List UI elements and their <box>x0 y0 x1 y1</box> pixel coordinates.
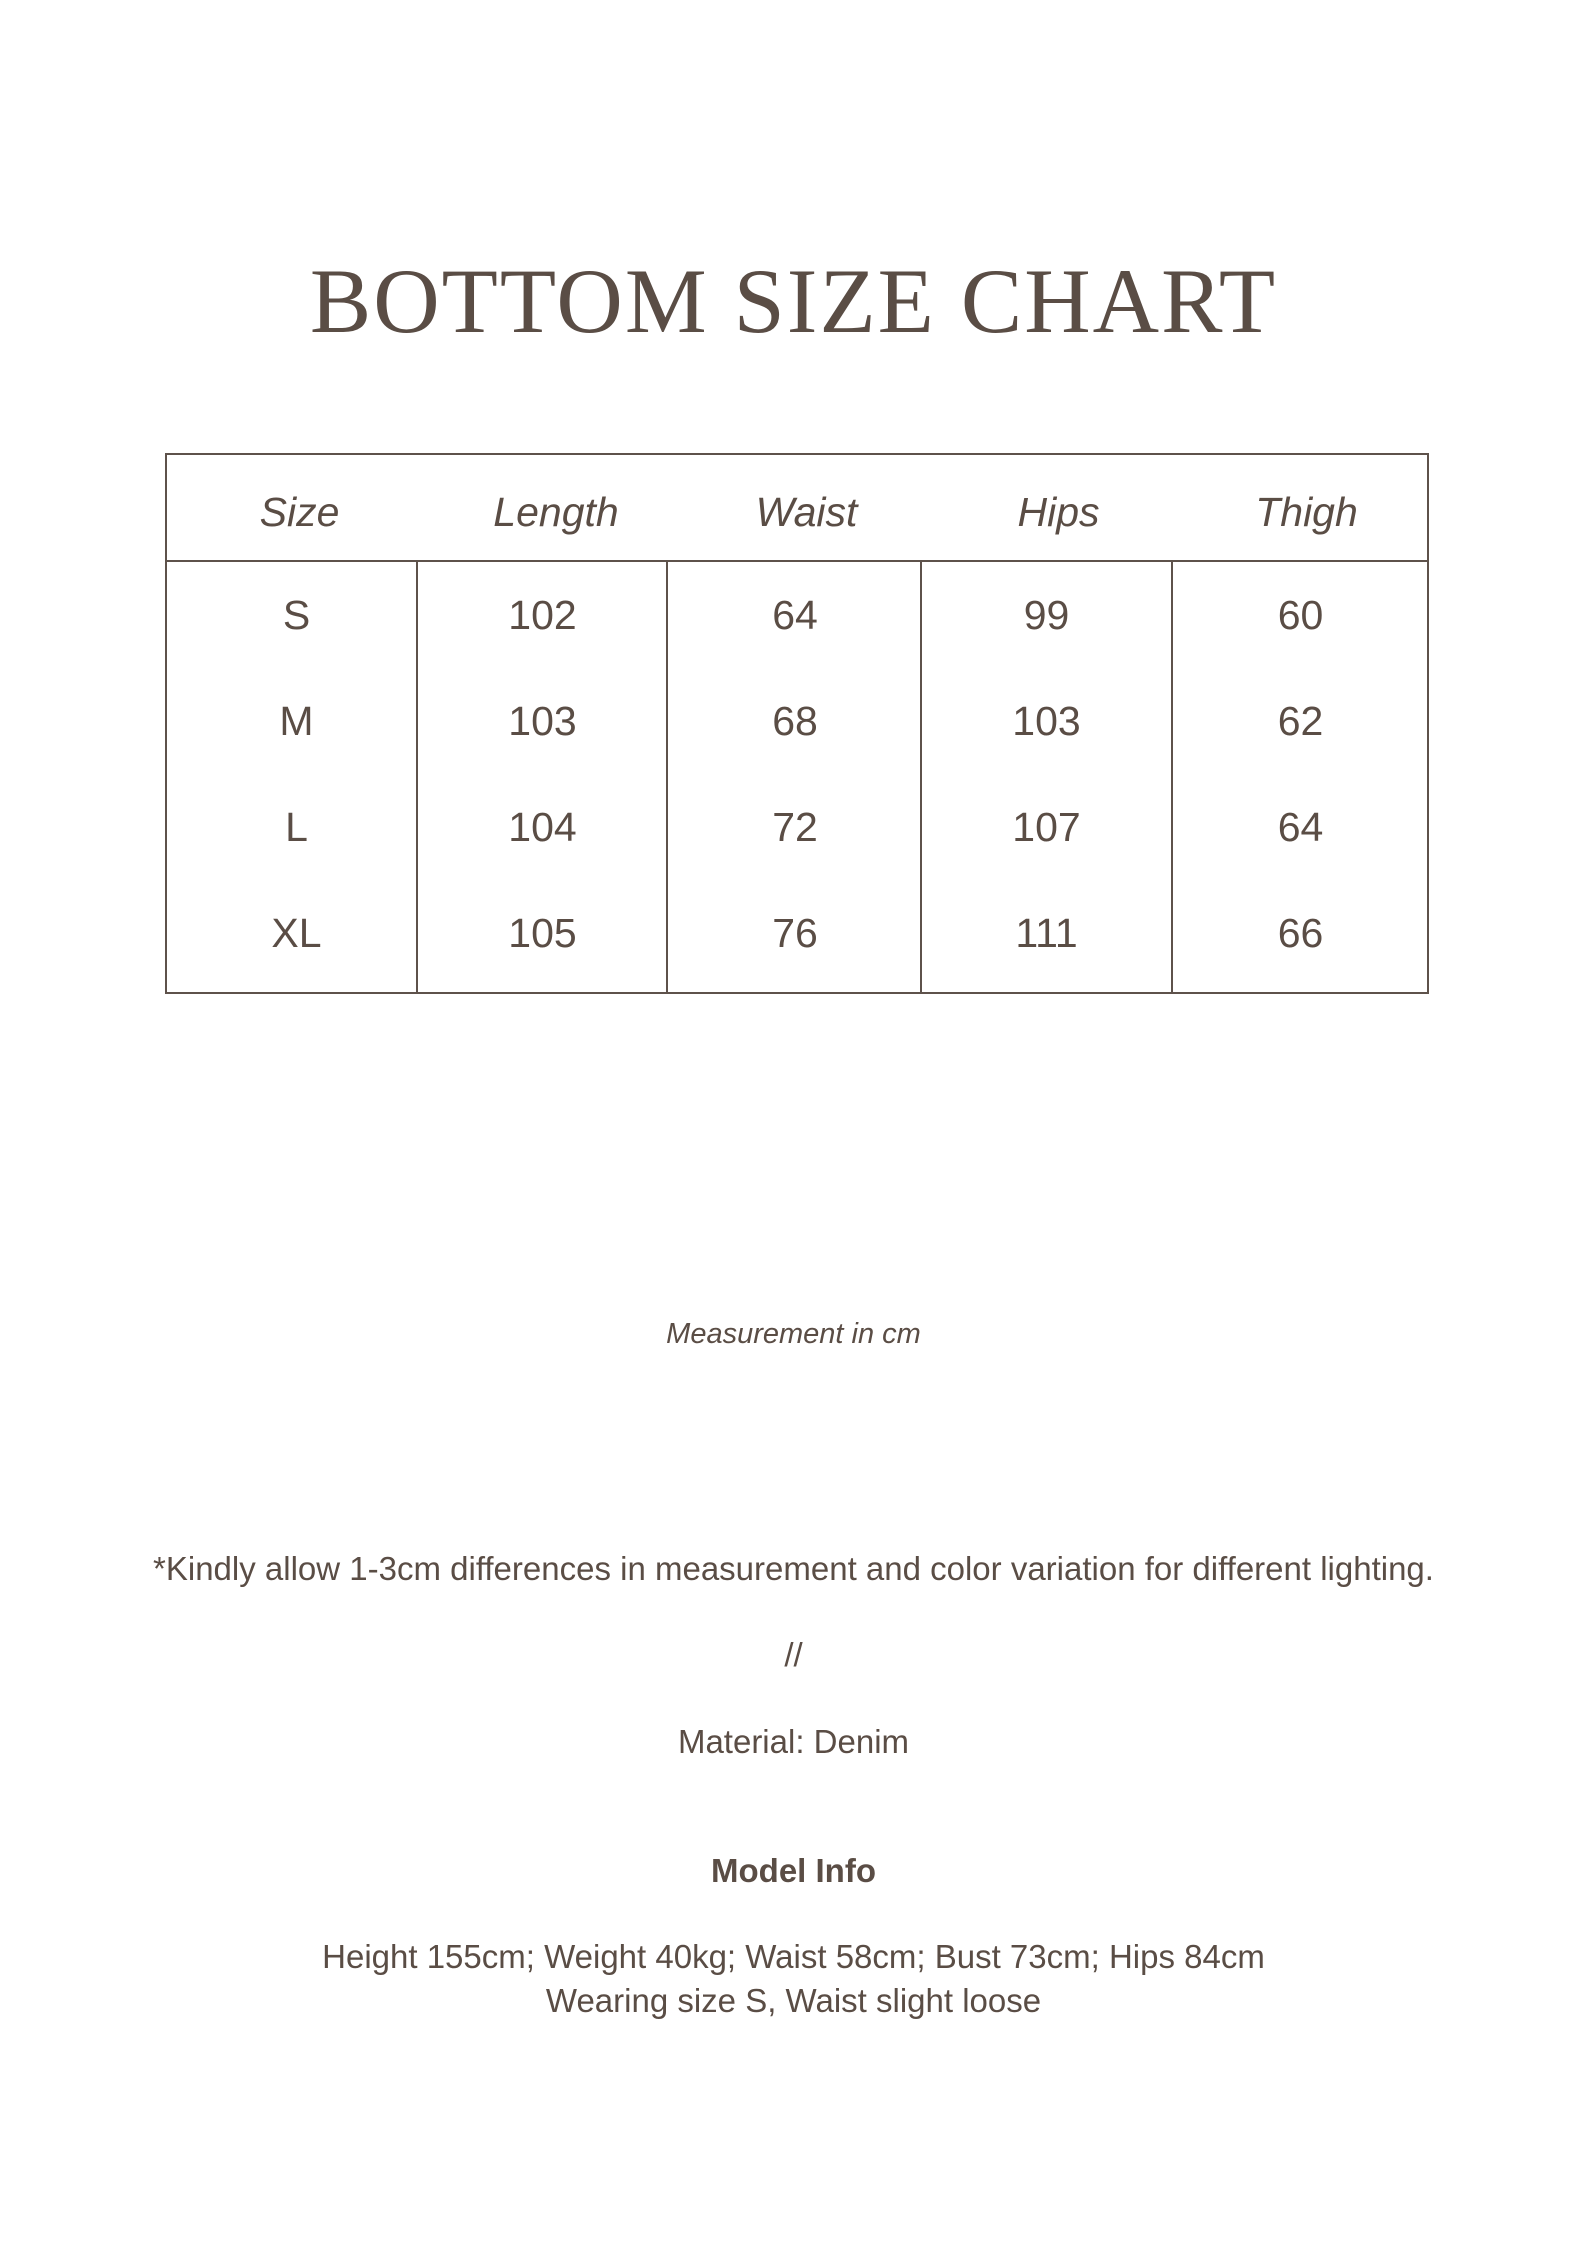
cell-hips: 103 <box>1012 698 1081 744</box>
cell-thigh: 62 <box>1277 698 1324 744</box>
cell-length: 105 <box>508 910 577 956</box>
cell-size: L <box>285 804 308 850</box>
cell-waist: 64 <box>772 592 818 638</box>
cell-length: 103 <box>508 698 577 744</box>
cell-length: 102 <box>508 592 577 638</box>
measurement-unit-note: Measurement in cm <box>666 1318 921 1350</box>
table-row <box>167 562 1427 668</box>
cell-hips: 111 <box>1015 910 1078 956</box>
header-waist: Waist <box>755 489 858 535</box>
cell-hips: 99 <box>1023 592 1070 638</box>
header-thigh: Thigh <box>1255 489 1358 535</box>
cell-waist: 72 <box>772 804 818 850</box>
size-chart-table <box>165 453 1429 994</box>
table-body <box>167 562 1427 992</box>
model-wearing-text: Wearing size S, Waist slight loose <box>545 1982 1042 2019</box>
cell-thigh: 60 <box>1277 592 1324 638</box>
header-length: Length <box>493 489 619 535</box>
table-row <box>167 668 1427 774</box>
cell-size: M <box>279 698 314 744</box>
cell-thigh: 66 <box>1277 910 1324 956</box>
table-row <box>167 880 1427 986</box>
page-title: BOTTOM SIZE CHART <box>309 250 1278 352</box>
model-stats-text: Height 155cm; Weight 40kg; Waist 58cm; Bust 73cm; Hips 84cm <box>322 1938 1265 1975</box>
model-info-heading: Model Info <box>711 1852 876 1889</box>
header-size: Size <box>259 489 340 535</box>
cell-waist: 68 <box>772 698 818 744</box>
separator-text: // <box>784 1636 803 1673</box>
cell-size: XL <box>271 910 322 956</box>
cell-size: S <box>282 592 311 638</box>
header-hips: Hips <box>1017 489 1100 535</box>
cell-hips: 107 <box>1012 804 1081 850</box>
table-header-row <box>167 455 1427 562</box>
table-row <box>167 774 1427 880</box>
cell-thigh: 64 <box>1277 804 1324 850</box>
cell-waist: 76 <box>772 910 818 956</box>
material-text: Material: Denim <box>677 1723 910 1760</box>
disclaimer-text: *Kindly allow 1-3cm differences in measurement and color variation for different lighting. <box>153 1550 1434 1587</box>
cell-length: 104 <box>508 804 577 850</box>
